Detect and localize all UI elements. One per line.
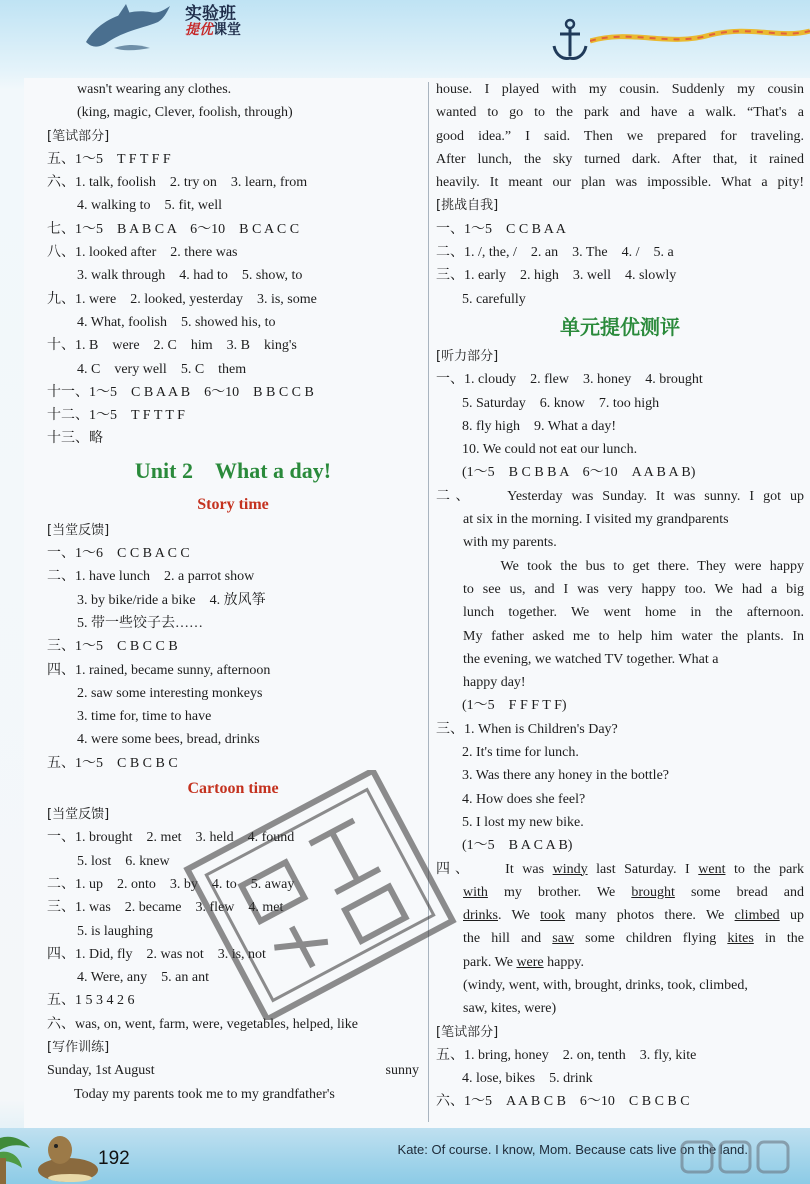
series-title — [185, 6, 241, 38]
answer-line: (windy, went, with, brought, drinks, took, climbed, — [463, 977, 748, 993]
answer-line: 5. 带一些饺子去…… — [77, 615, 203, 631]
answer-line: house. I played with my cousin. Suddenly my cousin — [436, 82, 804, 97]
answer-line: 十一、1～5 C B A A B 6～10 B B C C B — [47, 384, 314, 400]
answer-line: 4. C very well 5. C them — [77, 361, 247, 377]
section-label: [当堂反馈] — [47, 807, 110, 823]
answer-line: 3. Was there any honey in the bottle? — [462, 768, 669, 784]
answer-line: 3. time for, time to have — [77, 709, 212, 725]
subsection-title: Story time — [197, 495, 269, 513]
page-header — [0, 0, 810, 78]
passage-line: 四、 It was windy last Saturday. I went to the park — [436, 861, 804, 877]
dolphin-icon — [78, 2, 178, 58]
answer-line: 四、1. Did, fly 2. was not 3. is, not — [47, 946, 266, 962]
answer-line: the evening, we watched TV together. What a — [463, 651, 719, 667]
section-title: 单元提优测评 — [560, 316, 680, 339]
answer-line: 十三、略 — [47, 431, 103, 447]
answer-line: 四、1. rained, became sunny, afternoon — [47, 662, 271, 678]
answer-line: 六、was, on, went, farm, were, vegetables, helped, like — [47, 1016, 359, 1032]
answer-line: (king, magic, Clever, foolish, through) — [77, 105, 293, 121]
unit-title: Unit 2 What a day! — [134, 457, 332, 483]
answer-line: with my parents. — [463, 535, 557, 551]
answer-line: 5. lost 6. knew — [77, 853, 170, 869]
answer-line: happy day! — [463, 675, 526, 691]
passage-line: park. We were happy. — [463, 954, 584, 970]
answer-line: 十二、1～5 T F T T F — [47, 408, 185, 424]
answer-line: 二、1. /, the, / 2. an 3. The 4. / 5. a — [436, 245, 674, 261]
answer-line: 5. Saturday 6. know 7. too high — [462, 395, 660, 411]
answer-line: to see us, and I was very happy too. We had a big — [463, 581, 804, 597]
section-label: [笔试部分] — [436, 1024, 499, 1040]
answer-line: 4. walking to 5. fit, well — [77, 198, 223, 214]
answer-line: 二、 Yesterday was Sunday. It was sunny. I got up — [436, 488, 804, 504]
answer-line: 4. How does she feel? — [462, 791, 586, 807]
answer-line: 五、1～5 C B C B C — [47, 755, 178, 771]
site-logo-icon — [680, 1138, 800, 1178]
subsection-title: Cartoon time — [187, 780, 279, 798]
passage-four — [436, 858, 804, 974]
answer-line: 十、1. B were 2. C him 3. B king's — [47, 338, 297, 354]
right-column — [436, 78, 804, 1114]
watermark-stamp-icon — [175, 770, 465, 1020]
passage-line: the hill and saw some children flying kites in the — [463, 931, 804, 947]
answer-line: 4. Were, any 5. an ant — [77, 970, 209, 986]
answer-line: 8. fly high 9. What a day! — [462, 418, 617, 434]
passage-line: with my brother. We brought some bread and — [463, 884, 804, 900]
page-number: 192 — [98, 1148, 130, 1169]
answer-line: 七、1～5 B A B C A 6～10 B C A C C — [47, 221, 300, 237]
answer-line: 六、1～5 A A B C B 6～10 C B C B C — [436, 1094, 690, 1110]
answer-line: 五、1 5 3 4 2 6 — [47, 993, 135, 1009]
answer-line: 三、1. early 2. high 3. well 4. slowly — [436, 268, 677, 284]
writing-weather: sunny — [385, 1063, 419, 1079]
answer-line: 2. It's time for lunch. — [462, 745, 579, 761]
anchor-icon — [548, 18, 592, 62]
seal-icon — [30, 1132, 100, 1184]
answer-line: 4. What, foolish 5. showed his, to — [77, 314, 276, 330]
answer-line: at six in the morning. I visited my grandparents — [463, 512, 729, 528]
answer-line: 5. I lost my new bike. — [462, 814, 584, 830]
answer-line: (1～5 B C B B A 6～10 A A B A B) — [462, 465, 696, 481]
passage-line: drinks. We took many photos there. We climbed up — [463, 908, 804, 924]
rope-ribbon-icon — [590, 25, 810, 49]
answer-line: 4. lose, bikes 5. drink — [462, 1071, 593, 1087]
answer-line: 一、1. brought 2. met 3. held 4. found — [47, 830, 295, 846]
answer-line: 2. saw some interesting monkeys — [77, 685, 263, 701]
answer-line: We took the bus to get there. They were happy — [463, 558, 804, 574]
answer-line: (1～5 B A C A B) — [462, 838, 573, 854]
answer-line: 五、1. bring, honey 2. on, tenth 3. fly, kite — [436, 1047, 697, 1063]
answer-line: 二、1. have lunch 2. a parrot show — [47, 569, 255, 585]
answer-line: 一、1～5 C C B A A — [436, 221, 566, 237]
answer-line: 二、1. up 2. onto 3. by 4. to 5. away — [47, 876, 295, 892]
section-label: [当堂反馈] — [47, 522, 110, 538]
answer-line: 五、1～5 T F T F F — [47, 151, 171, 167]
answer-line: (1～5 F F F T F) — [462, 698, 567, 714]
answer-line: 三、1. was 2. became 3. flew 4. met — [47, 900, 284, 916]
answer-line: 三、1. When is Children's Day? — [436, 721, 618, 737]
answer-line: wasn't wearing any clothes. — [77, 82, 232, 97]
answer-line: 3. by bike/ride a bike 4. 放风筝 — [77, 592, 266, 608]
answer-line: After lunch, the sky turned dark. After that, it rained — [436, 151, 804, 167]
section-label: [写作训练] — [47, 1039, 110, 1055]
section-label: [笔试部分] — [47, 128, 110, 144]
section-label: [听力部分] — [436, 348, 499, 364]
answer-line: 六、1. talk, foolish 2. try on 3. learn, from — [47, 175, 308, 191]
answer-line: heavily. It meant our plan was impossible. What a pity! — [436, 175, 804, 191]
answer-line: 九、1. were 2. looked, yesterday 3. is, some — [47, 291, 317, 307]
answer-line: wanted to go to the park and have a walk. “That's a — [436, 105, 804, 121]
footer-dialogue: Kate: Of course. I know, Mom. Because cats live on the land. — [397, 1142, 748, 1157]
series-line-2b: 课堂 — [213, 22, 241, 38]
answer-line: good idea.” I said. Then we prepared for traveling. — [436, 128, 804, 144]
answer-line: 一、1. cloudy 2. flew 3. honey 4. brought — [436, 372, 703, 388]
answer-line: 一、1～6 C C B A C C — [47, 546, 190, 562]
answer-line: 八、1. looked after 2. there was — [47, 245, 238, 261]
answer-line: 3. walk through 4. had to 5. show, to — [77, 268, 303, 284]
answer-line: 4. were some bees, bread, drinks — [77, 732, 260, 748]
answer-line: saw, kites, were) — [463, 1001, 557, 1017]
writing-date: Sunday, 1st August — [47, 1063, 155, 1079]
series-line-2a: 提优 — [185, 22, 213, 38]
writing-date-line — [47, 1059, 419, 1082]
series-line-1: 实验班 — [185, 4, 236, 24]
section-label: [挑战自我] — [436, 198, 499, 214]
answer-line: lunch together. We went home in the afternoon. — [463, 605, 804, 621]
answer-line: 5. carefully — [462, 291, 526, 307]
answer-line: 10. We could not eat our lunch. — [462, 442, 638, 458]
answer-line: My father asked me to help him water the plants. In — [463, 628, 804, 644]
answer-line: 三、1～5 C B C C B — [47, 639, 178, 655]
answer-line: 5. is laughing — [77, 923, 153, 939]
writing-first-line: Today my parents took me to my grandfather's — [74, 1086, 335, 1102]
